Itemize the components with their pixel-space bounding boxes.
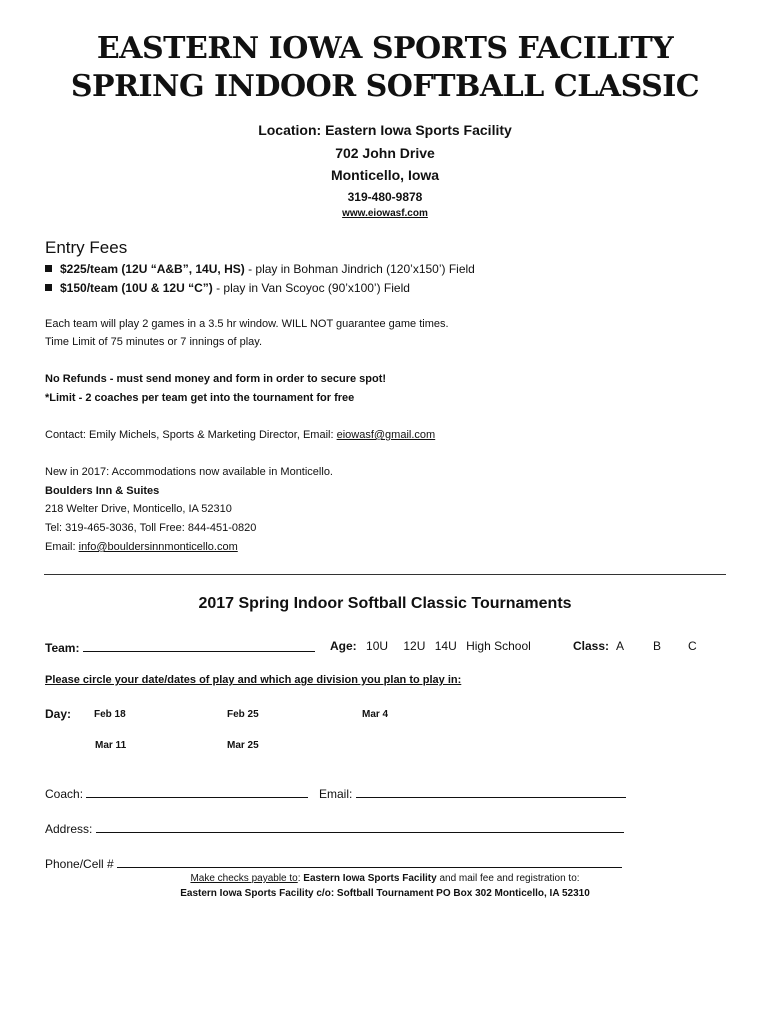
email-label: Email: bbox=[319, 787, 353, 801]
section-divider bbox=[44, 574, 726, 575]
team-row bbox=[45, 639, 315, 655]
hotel-phone: Tel: 319-465-3036, Toll Free: 844-451-0820 bbox=[45, 522, 257, 534]
payable-suffix: and mail fee and registration to: bbox=[436, 873, 580, 884]
street-address: 702 John Drive bbox=[335, 145, 435, 161]
accommodations-note: New in 2017: Accommodations now available in Monticello. bbox=[45, 466, 333, 478]
email-row bbox=[319, 785, 626, 801]
coach-row bbox=[45, 785, 308, 801]
mailing-address: Eastern Iowa Sports Facility c/o: Softball Tournament PO Box 302 Monticello, IA 52310 bbox=[180, 888, 590, 899]
hotel-address: 218 Welter Drive, Monticello, IA 52310 bbox=[45, 503, 232, 515]
fee-price: $150/team (10U & 12U “C”) bbox=[60, 281, 213, 295]
payable-name: Eastern Iowa Sports Facility bbox=[303, 873, 437, 884]
class-option[interactable]: A bbox=[616, 639, 625, 653]
team-input[interactable] bbox=[83, 639, 315, 652]
coach-label: Coach: bbox=[45, 787, 84, 801]
hotel-email-link[interactable]: info@bouldersinnmonticello.com bbox=[78, 541, 238, 553]
fee-item bbox=[45, 262, 475, 276]
phone-input[interactable] bbox=[117, 855, 622, 868]
address-label: Address: bbox=[45, 822, 93, 836]
entry-fees-heading: Entry Fees bbox=[45, 238, 128, 257]
city-state: Monticello, Iowa bbox=[330, 167, 440, 183]
coach-input[interactable] bbox=[86, 785, 308, 798]
title-line-2: SPRING INDOOR SOFTBALL CLASSIC bbox=[70, 69, 700, 104]
location-line: Location: Eastern Iowa Sports Facility bbox=[258, 122, 512, 138]
fee-price: $225/team (12U “A&B”, 14U, HS) bbox=[60, 262, 245, 276]
refund-policy: No Refunds - must send money and form in order to secure spot! bbox=[45, 373, 387, 385]
phone-label: Phone/Cell # bbox=[45, 857, 114, 871]
hotel-email-line bbox=[45, 541, 238, 553]
date-instructions: Please circle your date/dates of play and which age division you plan to play in: bbox=[45, 674, 462, 686]
bullet-icon bbox=[45, 265, 52, 272]
date-option[interactable]: Mar 25 bbox=[227, 740, 259, 751]
title-line-1: EASTERN IOWA SPORTS FACILITY bbox=[96, 31, 674, 66]
hotel-email-label: Email: bbox=[45, 541, 79, 553]
age-option[interactable]: High School bbox=[466, 639, 531, 653]
fee-field: - play in Bohman Jindrich (120’x150’) Field bbox=[244, 262, 475, 276]
team-label: Team: bbox=[45, 641, 80, 655]
contact-email-link[interactable]: eiowasf@gmail.com bbox=[336, 429, 436, 441]
date-option[interactable]: Mar 4 bbox=[362, 709, 389, 720]
payable-prefix: Make checks payable to bbox=[190, 873, 298, 884]
age-label: Age: bbox=[330, 639, 357, 653]
coach-limit: *Limit - 2 coaches per team get into the tournament for free bbox=[45, 392, 355, 404]
facility-phone: 319-480-9878 bbox=[347, 190, 423, 204]
fee-item bbox=[45, 281, 410, 295]
time-limit-note: Time Limit of 75 minutes or 7 innings of play. bbox=[45, 336, 263, 348]
website-link[interactable]: www.eiowasf.com bbox=[342, 208, 428, 219]
class-label: Class: bbox=[573, 639, 610, 653]
age-option[interactable]: 12U bbox=[403, 639, 426, 653]
email-input[interactable] bbox=[356, 785, 626, 798]
bullet-icon bbox=[45, 284, 52, 291]
day-label: Day: bbox=[45, 707, 72, 721]
age-row bbox=[330, 639, 531, 653]
contact-line bbox=[45, 429, 435, 441]
address-row bbox=[45, 820, 624, 836]
age-option[interactable]: 10U bbox=[366, 639, 389, 653]
hotel-name: Boulders Inn & Suites bbox=[45, 485, 160, 497]
form-heading: 2017 Spring Indoor Softball Classic Tournaments bbox=[198, 595, 572, 612]
phone-row bbox=[45, 855, 622, 871]
payable-colon: : bbox=[297, 873, 304, 884]
class-option[interactable]: B bbox=[653, 639, 662, 653]
class-option[interactable]: C bbox=[688, 639, 697, 653]
date-option[interactable]: Mar 11 bbox=[95, 740, 127, 751]
age-option[interactable]: 14U bbox=[434, 639, 457, 653]
contact-text: Contact: Emily Michels, Sports & Marketing Director, Email: bbox=[45, 429, 337, 441]
games-note: Each team will play 2 games in a 3.5 hr window. WILL NOT guarantee game times. bbox=[45, 318, 449, 330]
payable-line bbox=[0, 873, 770, 884]
date-option[interactable]: Feb 18 bbox=[94, 709, 126, 720]
date-option[interactable]: Feb 25 bbox=[227, 709, 259, 720]
fee-field: - play in Van Scoyoc (90’x100’) Field bbox=[212, 281, 410, 295]
address-input[interactable] bbox=[96, 820, 624, 833]
